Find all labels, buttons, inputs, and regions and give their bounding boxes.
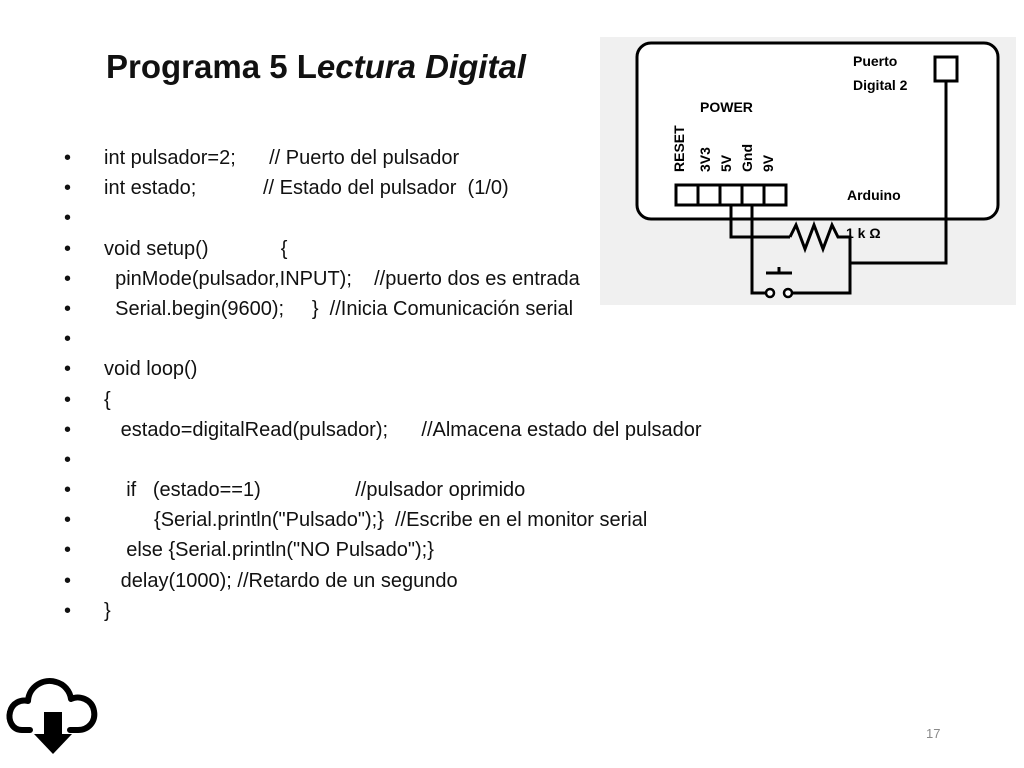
arduino-circuit-diagram: [600, 37, 1016, 305]
board-label: Arduino: [847, 187, 901, 203]
code-line: [0, 203, 702, 233]
code-text: }: [104, 599, 111, 622]
bullet: •: [64, 147, 72, 169]
port-label-1: Puerto: [853, 53, 898, 69]
wire-switch-right: [790, 263, 850, 293]
code-line: [0, 324, 702, 354]
code-text: delay(1000); //Retardo de un segundo: [104, 569, 458, 592]
bullet: •: [64, 358, 72, 381]
pin-label-9v: 9V: [760, 154, 776, 172]
bullet: •: [64, 479, 72, 502]
power-label: POWER: [700, 99, 753, 115]
bullet: •: [64, 328, 72, 351]
code-text: {: [104, 388, 111, 411]
bullet: •: [64, 267, 72, 290]
code-text: int pulsador=2; // Puerto del pulsador: [104, 147, 460, 169]
pin-label-3v3: 3V3: [697, 147, 713, 172]
bullet: •: [64, 297, 72, 320]
code-text: if (estado==1) //pulsador oprimido: [104, 479, 526, 502]
pin-label-reset: RESET: [671, 125, 687, 172]
code-line: [0, 234, 702, 264]
digital-port-2: [935, 57, 957, 81]
download-button[interactable]: [4, 672, 104, 758]
bullet: •: [64, 418, 72, 441]
code-line: [0, 475, 702, 505]
bullet: •: [64, 207, 72, 230]
circuit-svg: [600, 37, 1016, 305]
code-text: void setup() {: [104, 237, 288, 260]
code-text: {Serial.println("Pulsado");} //Escribe en el monitor serial: [104, 509, 648, 532]
code-line: [0, 445, 702, 475]
code-text: void loop(): [104, 358, 198, 381]
cloud-download-icon: [4, 672, 104, 758]
code-line: [0, 354, 702, 384]
code-text: Serial.begin(9600); } //Inicia Comunicación serial: [104, 297, 574, 320]
code-text: else {Serial.println("NO Pulsado");}: [104, 539, 434, 562]
power-header: [676, 185, 786, 205]
code-line: [0, 385, 702, 415]
title-prefix: Programa 5 L: [106, 48, 317, 85]
bullet: •: [64, 569, 72, 592]
bullet: •: [64, 448, 72, 471]
code-line: [0, 264, 702, 294]
code-line: [0, 566, 702, 596]
pin-label-5v: 5V: [718, 154, 734, 172]
code-line: [0, 143, 702, 173]
code-text: pinMode(pulsador,INPUT); //puerto dos es entrada: [104, 267, 580, 290]
code-line: [0, 535, 702, 565]
resistor: [790, 225, 850, 253]
slide-title: [106, 48, 526, 86]
bullet: •: [64, 177, 72, 200]
code-line: [0, 415, 702, 445]
code-text: estado=digitalRead(pulsador); //Almacena estado del pulsador: [104, 418, 702, 441]
bullet: •: [64, 599, 72, 622]
pin-label-gnd: Gnd: [739, 144, 755, 172]
code-line: [0, 294, 702, 324]
bullet: •: [64, 539, 72, 562]
title-italic: ectura Digital: [316, 48, 526, 85]
switch-contact-left: [766, 289, 774, 297]
bullet: •: [64, 509, 72, 532]
switch-contact-right: [784, 289, 792, 297]
page-number: 17: [926, 726, 941, 741]
resistor-label: 1 k Ω: [846, 225, 881, 241]
code-line: [0, 505, 702, 535]
code-line: [0, 596, 702, 626]
bullet: •: [64, 237, 72, 260]
code-text: int estado; // Estado del pulsador (1/0): [104, 177, 509, 200]
code-list: [0, 143, 702, 626]
bullet: •: [64, 388, 72, 411]
port-label-2: Digital 2: [853, 77, 908, 93]
code-line: [0, 173, 702, 203]
